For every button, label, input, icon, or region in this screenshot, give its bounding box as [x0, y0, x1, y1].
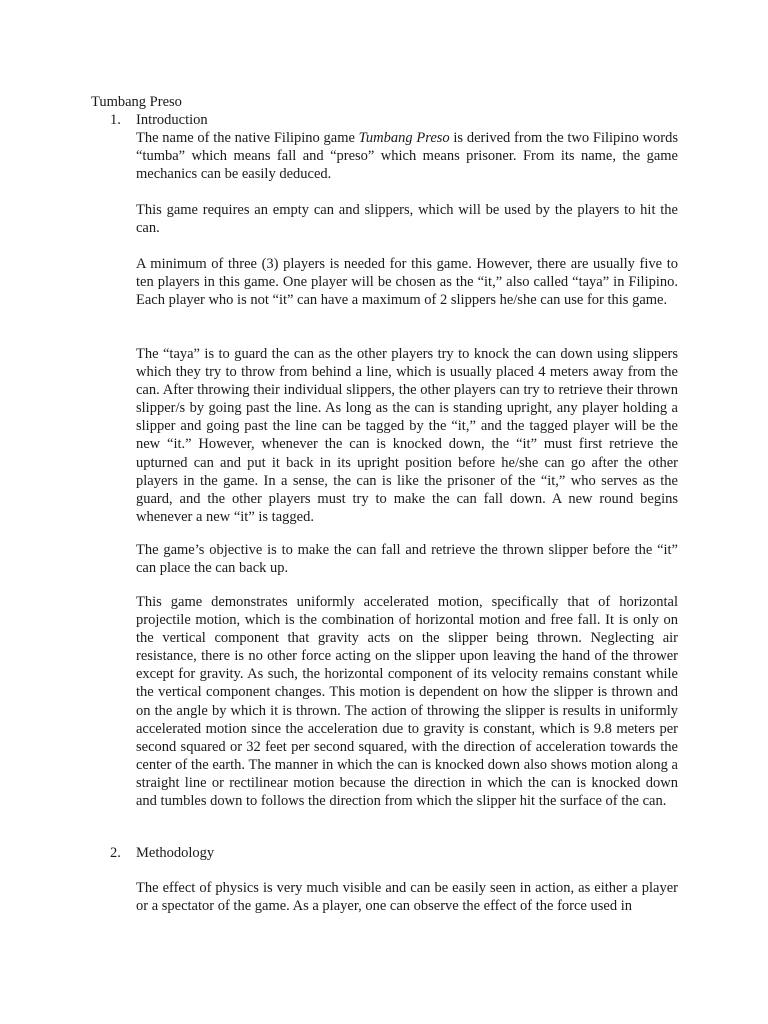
section-number: 1.	[110, 112, 121, 128]
paragraph-objective: The game’s objective is to make the can fall and retrieve the thrown slipper before the “it” can place the can back up.	[136, 542, 678, 577]
paragraph-intro-name: The name of the native Filipino game Tumbang Preso is derived from the two Filipino words “tumba” which means fall and “preso” which means prisoner. From its name, the game mechanics can be easily deduced.	[136, 130, 678, 183]
document-title: Tumbang Preso	[91, 94, 182, 110]
section-title: Introduction	[136, 112, 208, 128]
paragraph-physics: This game demonstrates uniformly accelerated motion, specifically that of horizontal projectile motion, which is the combination of horizontal motion and free fall. It is only on the vertical component that gravity acts on the slipper being thrown. Neglecting air resistance, there is no other force acting on the slipper upon leaving the hand of the thrower except for gravity. As such, the horizontal component of its velocity remains constant while the vertical component changes. This motion is dependent on how the slipper is thrown and on the angle by which it is thrown. The action of throwing the slipper is results in uniformly accelerated motion since the acceleration due to gravity is constant, which is 9.8 meters per second squared or 32 feet per second squared, with the direction of acceleration towards the center of the earth. The manner in which the can is knocked down also shows motion along a straight line or rectilinear motion because the direction in which the can is knocked down and tumbles down to follows the direction from which the slipper hit the surface of the can.	[136, 594, 678, 810]
section-heading-methodology	[110, 844, 214, 862]
paragraph-players: A minimum of three (3) players is needed for this game. However, there are usually five to ten players in this game. One player will be chosen as the “it,” also called “taya” in Filipino. Each player who is not “it” can have a maximum of 2 slippers he/she can use for this game.	[136, 256, 678, 309]
paragraph-methodology: The effect of physics is very much visible and can be easily seen in action, as either a player or a spectator of the game. As a player, one can observe the effect of the force used in	[136, 880, 678, 915]
game-name-italic: Tumbang Preso	[358, 130, 450, 146]
paragraph-rules: The “taya” is to guard the can as the other players try to knock the can down using slippers which they try to throw from behind a line, which is usually placed 4 meters away from the can. After throwing their individual slippers, the other players can try to retrieve their thrown slipper/s by going past the line. As long as the can is standing upright, any player holding a slipper and going past the line can be tagged by the “it,” and the tagged player will be the new “it.” However, whenever the can is knocked down, the “it” must first retrieve the upturned can and put it back in its upright position before he/she can go after the other players in the game. In a sense, the can is like the prisoner of the “it,” who serves as the guard, and the other players must try to make the can fall down. A new round begins whenever a new “it” is tagged.	[136, 346, 678, 525]
section-title: Methodology	[136, 845, 215, 861]
section-heading-introduction	[110, 111, 208, 129]
paragraph-equipment: This game requires an empty can and slippers, which will be used by the players to hit the can.	[136, 202, 678, 237]
section-number: 2.	[110, 845, 121, 861]
